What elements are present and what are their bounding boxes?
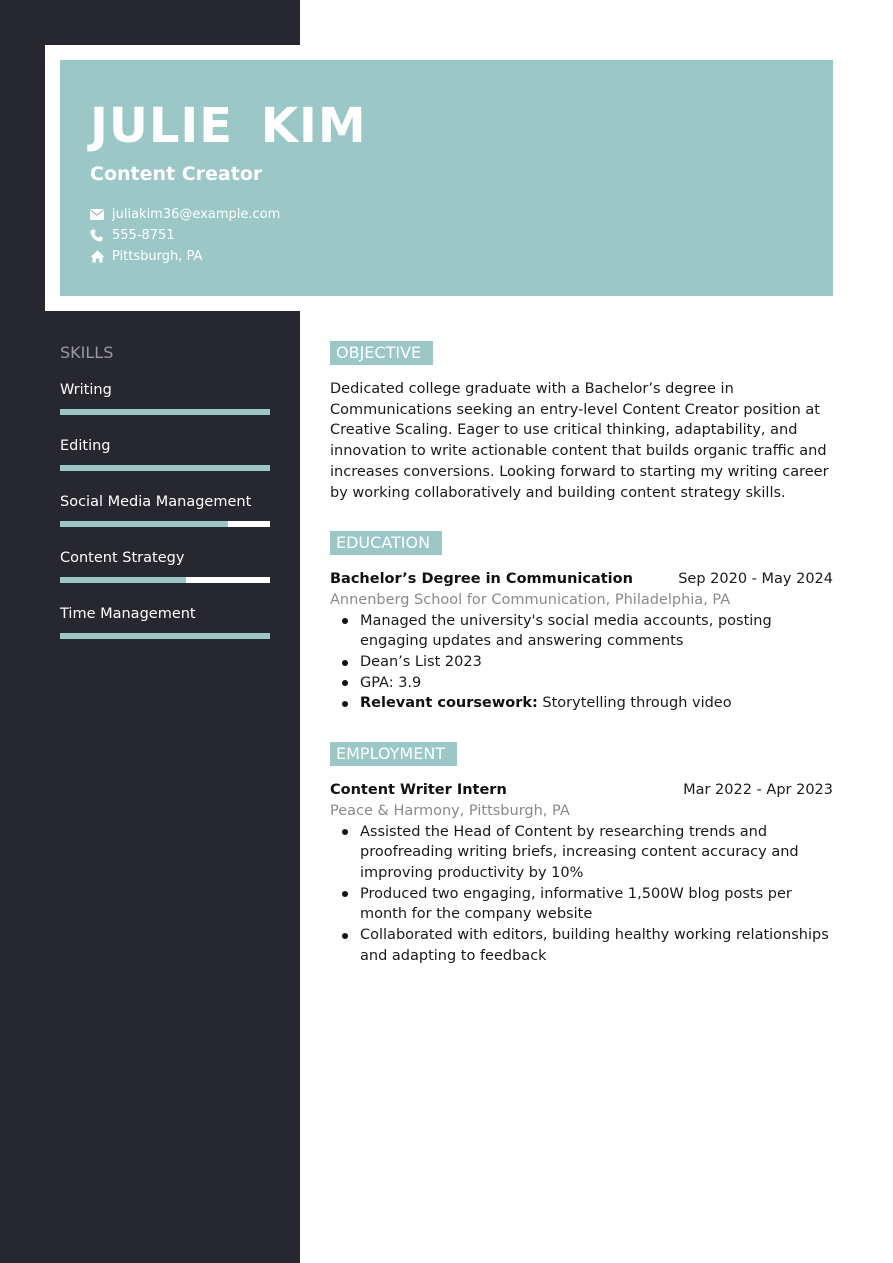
education-bullets (330, 611, 833, 715)
list-item: GPA: 3.9 (330, 673, 833, 694)
objective-section (330, 341, 833, 503)
role-title: Content Writer Intern (330, 782, 507, 799)
skill-level-bar (60, 521, 270, 527)
job-title: Content Creator (90, 163, 263, 185)
coursework-value: Storytelling through video (537, 695, 732, 712)
company-name: Peace & Harmony, Pittsburgh, PA (330, 802, 570, 819)
skill-level-bar (60, 577, 270, 583)
home-icon (90, 250, 112, 264)
list-item: Assisted the Head of Content by researching trends and proofreading writing briefs, increasing content accuracy and improving productivity by 10% (330, 822, 833, 884)
skills-list (60, 380, 270, 660)
candidate-name: JULIE KIM (90, 98, 367, 154)
skill-level-fill (60, 633, 270, 639)
skill-item (60, 436, 270, 492)
skill-name: Time Management (60, 606, 196, 622)
skill-level-fill (60, 577, 186, 583)
education-heading: EDUCATION (330, 531, 442, 555)
skill-item (60, 492, 270, 548)
employment-dates: Mar 2022 - Apr 2023 (683, 782, 833, 799)
phone-icon (90, 229, 112, 243)
phone-text: 555-8751 (112, 228, 175, 243)
main-content (330, 341, 833, 994)
list-item (330, 693, 833, 714)
contact-phone[interactable] (90, 225, 280, 246)
skill-item (60, 548, 270, 604)
list-item: Produced two engaging, informative 1,500W blog posts per month for the company website (330, 884, 833, 925)
skill-name: Writing (60, 382, 112, 398)
list-item: Collaborated with editors, building healthy working relationships and adapting to feedback (330, 925, 833, 966)
skill-name: Content Strategy (60, 550, 185, 566)
resume-header (60, 60, 833, 296)
skill-level-fill (60, 521, 228, 527)
degree-title: Bachelor’s Degree in Communication (330, 571, 633, 588)
skill-level-bar (60, 409, 270, 415)
skill-item (60, 380, 270, 436)
contact-location (90, 246, 280, 267)
education-entry-header (330, 569, 833, 590)
education-section (330, 531, 833, 714)
employment-section (330, 742, 833, 966)
skill-level-fill (60, 409, 270, 415)
school-name: Annenberg School for Communication, Philadelphia, PA (330, 591, 731, 608)
coursework-label: Relevant coursework: (360, 695, 538, 712)
skill-level-bar (60, 465, 270, 471)
objective-text: Dedicated college graduate with a Bachelor’s degree in Communications seeking an entry-level Content Creator position at Creative Scaling. Eager to use critical thinking, adaptability, and innovation to write actionable content that builds organic traffic and increases conversions. Looking forward to starting my writing career by working collaboratively and building content strategy skills. (330, 381, 829, 501)
employment-entry-header (330, 780, 833, 801)
skill-name: Social Media Management (60, 494, 252, 510)
skill-item (60, 604, 270, 660)
employment-heading: EMPLOYMENT (330, 742, 457, 766)
skill-name: Editing (60, 438, 111, 454)
envelope-icon (90, 208, 112, 222)
list-item: Managed the university's social media accounts, posting engaging updates and answering comments (330, 611, 833, 652)
objective-heading: OBJECTIVE (330, 341, 433, 365)
contact-email[interactable] (90, 204, 280, 225)
skill-level-bar (60, 633, 270, 639)
email-text: juliakim36@example.com (112, 207, 281, 222)
skills-heading: SKILLS (60, 343, 114, 362)
list-item: Dean’s List 2023 (330, 652, 833, 673)
location-text: Pittsburgh, PA (112, 249, 203, 264)
contact-info (90, 204, 280, 267)
education-dates: Sep 2020 - May 2024 (678, 571, 833, 588)
skill-level-fill (60, 465, 270, 471)
employment-bullets (330, 822, 833, 967)
